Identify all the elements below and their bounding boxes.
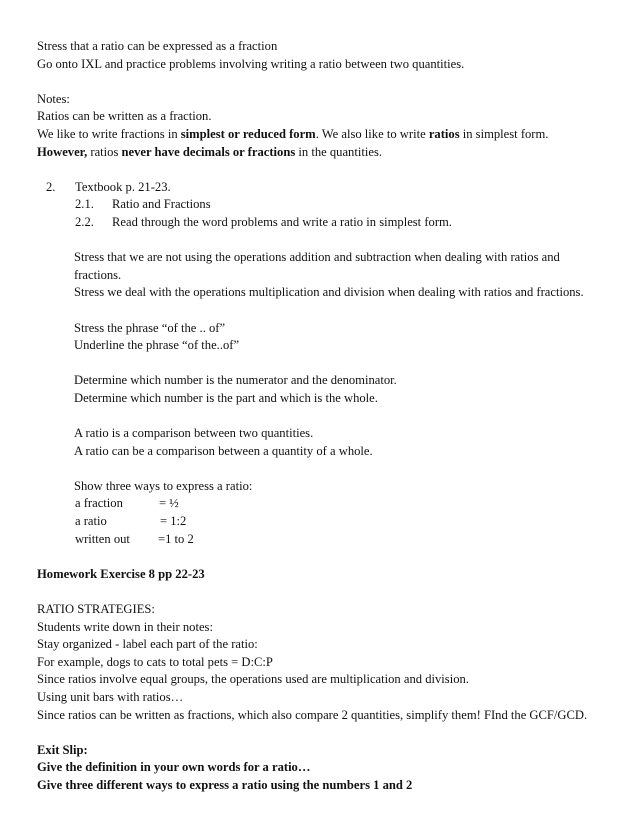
item-2-paragraph-3: Stress the phrase “of the .. of” xyxy=(74,320,226,335)
exit-slip-line-2: Give three different ways to express a ratio using the numbers 1 and 2 xyxy=(37,777,413,792)
item-2-number: 2. xyxy=(46,179,56,194)
notes-heading: Notes: xyxy=(37,91,70,106)
item-2-title xyxy=(37,179,627,197)
item-2-paragraph-4: Underline the phrase “of the..of” xyxy=(74,338,240,353)
item-2-paragraph-7: A ratio is a comparison between two quantities. xyxy=(74,426,314,441)
document-page xyxy=(37,38,627,795)
exit-slip-heading: Exit Slip: xyxy=(37,742,88,757)
item-2-title-text: Textbook p. 21-23. xyxy=(75,179,171,194)
item-2-paragraph-1: Stress that we are not using the operations addition and subtraction when dealing with ratios and xyxy=(74,250,560,265)
ratio-way-fraction: a fraction = ½ xyxy=(75,496,179,511)
intro-line-1: Stress that a ratio can be expressed as a fraction xyxy=(37,39,278,53)
item-2-paragraph-9: Show three ways to express a ratio: xyxy=(74,478,253,493)
strategies-line-5: Using unit bars with ratios… xyxy=(37,689,184,704)
item-2-paragraph-8: A ratio can be a comparison between a quantity of a whole. xyxy=(74,443,373,458)
notes-line-3: However, ratios never have decimals or fractions in the quantities. xyxy=(37,144,382,159)
exit-slip-line-1: Give the definition in your own words for a ratio… xyxy=(37,760,311,775)
strategies-line-3: For example, dogs to cats to total pets = D:C:P xyxy=(37,654,273,669)
ratio-way-ratio: a ratio = 1:2 xyxy=(75,514,187,529)
item-2-sub-2: 2.2. Read through the word problems and write a ratio in simplest form. xyxy=(75,214,452,229)
item-2-paragraph-2: Stress we deal with the operations multiplication and division when dealing with ratios and fractions. xyxy=(74,285,584,300)
homework-line: Homework Exercise 8 pp 22-23 xyxy=(37,566,205,581)
item-2-sub-1: 2.1. Ratio and Fractions xyxy=(75,197,211,212)
item-2-paragraph-5: Determine which number is the numerator and the denominator. xyxy=(74,373,397,388)
intro-line-2: Go onto IXL and practice problems involving writing a ratio between two quantities. xyxy=(37,56,465,71)
strategies-line-4: Since ratios involve equal groups, the operations used are multiplication and division. xyxy=(37,672,469,687)
item-2-paragraph-6: Determine which number is the part and which is the whole. xyxy=(74,390,378,405)
strategies-line-6: Since ratios can be written as fractions, which also compare 2 quantities, simplify them! FInd the GCF/GCD. xyxy=(37,707,588,722)
strategies-line-2: Stay organized - label each part of the ratio: xyxy=(37,637,258,652)
item-2-paragraph-1b: fractions. xyxy=(74,267,122,282)
ratio-way-written: written out =1 to 2 xyxy=(75,531,194,546)
notes-line-2: We like to write fractions in simplest or reduced form. We also like to write ratios in simplest form. xyxy=(37,126,549,141)
strategies-heading: RATIO STRATEGIES: xyxy=(37,602,155,616)
strategies-line-1: Students write down in their notes: xyxy=(37,619,213,634)
notes-line-1: Ratios can be written as a fraction. xyxy=(37,109,212,124)
